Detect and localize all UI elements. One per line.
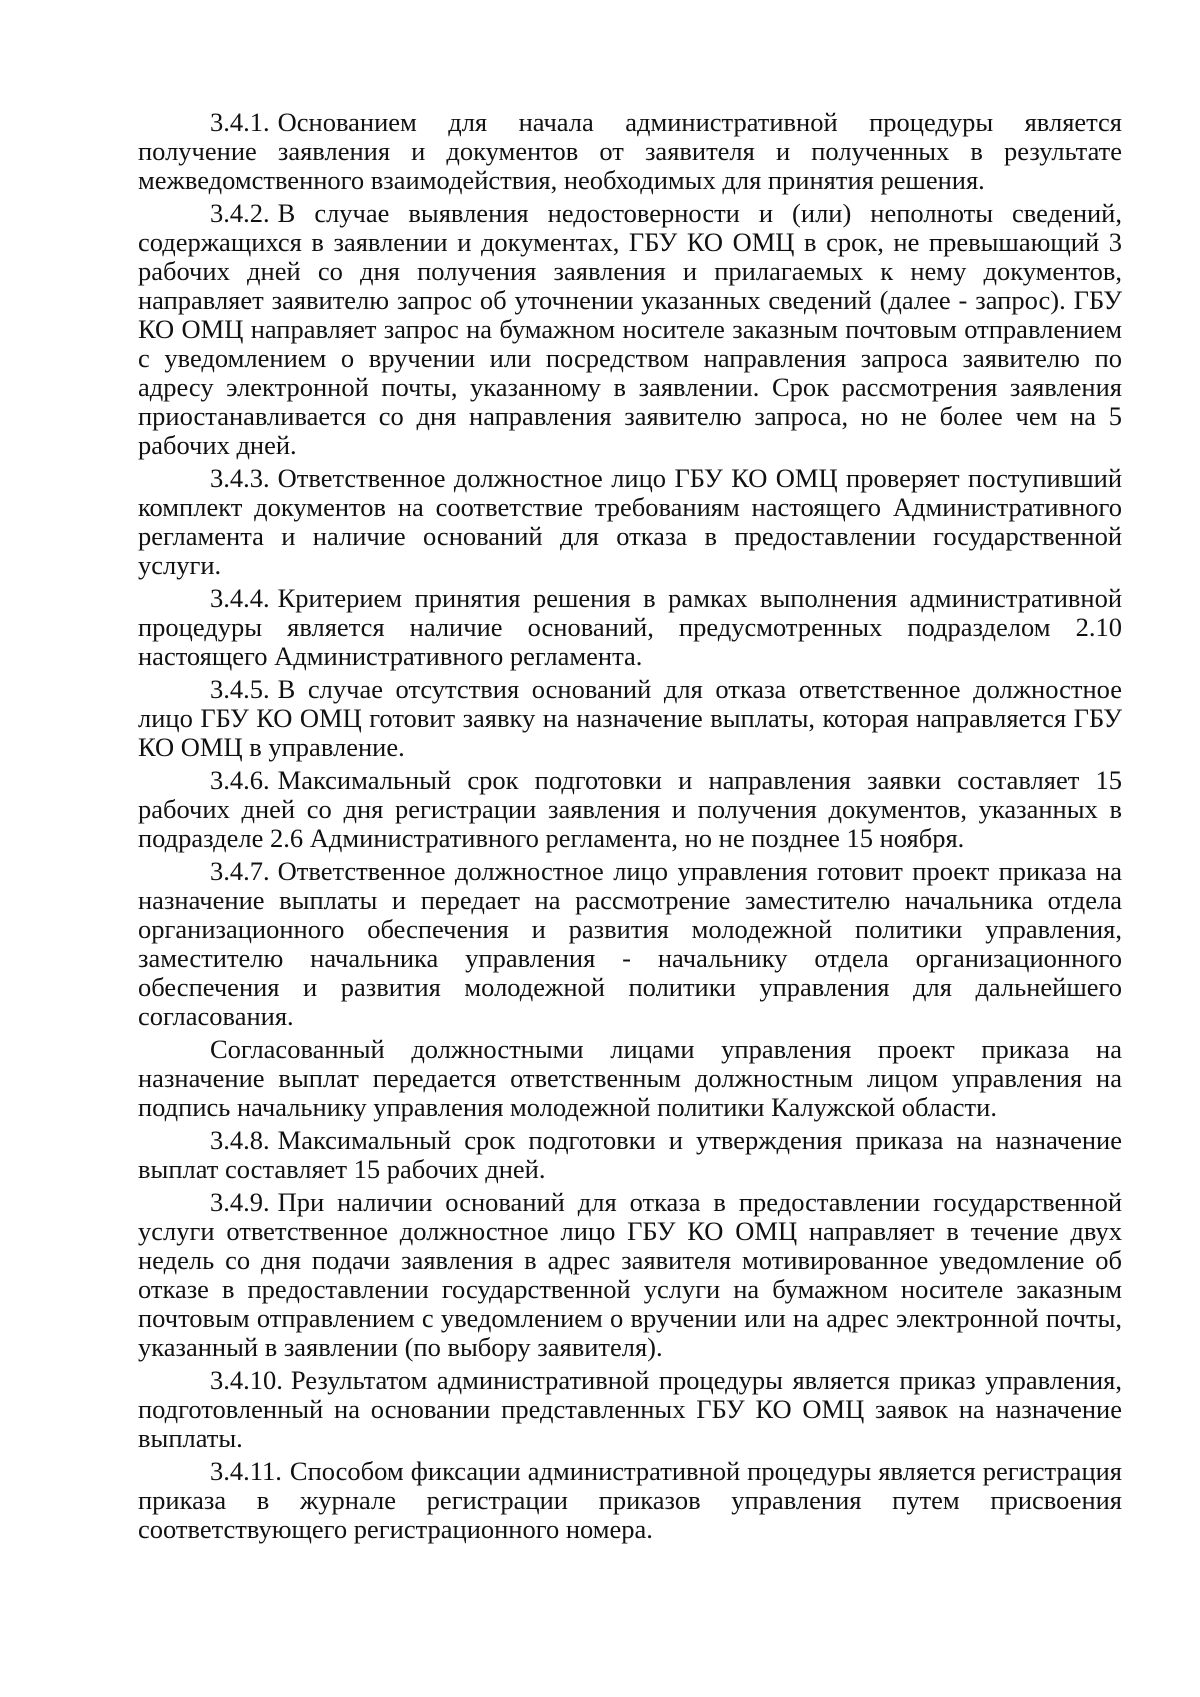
paragraph-text: Результатом административной процедуры является приказ управления, подготовленный на основании представленных ГБУ КО ОМЦ заявок на назначение выплаты. <box>138 1365 1122 1453</box>
paragraph-number: 3.4.11. <box>210 1456 282 1486</box>
paragraph-3-4-6 <box>138 766 1122 853</box>
paragraph-3-4-8 <box>138 1126 1122 1184</box>
paragraph-text: Ответственное должностное лицо ГБУ КО ОМЦ проверяет поступивший комплект документов на соответствие требованиям настоящего Административного регламента и наличие оснований для отказа в предоставлении государственной услуги. <box>138 463 1122 580</box>
paragraph-3-4-2 <box>138 199 1122 460</box>
paragraph-text: Согласованный должностными лицами управления проект приказа на назначение выплат передается ответственным должностным лицом управления на подпись начальнику управления молодежной политики Калужской области. <box>138 1034 1122 1122</box>
paragraph-3-4-3 <box>138 464 1122 580</box>
paragraph-number: 3.4.6. <box>210 765 270 795</box>
paragraph-3-4-4 <box>138 584 1122 671</box>
paragraph-number: 3.4.1. <box>210 107 270 137</box>
paragraph-text: При наличии оснований для отказа в предоставлении государственной услуги ответственное должностное лицо ГБУ КО ОМЦ направляет в течение двух недель со дня подачи заявления в адрес заявителя мотивированное уведомление об отказе в предоставлении государственной услуги на бумажном носителе заказным почтовым отправлением с уведомлением о вручении или на адрес электронной почты, указанный в заявлении (по выбору заявителя). <box>138 1187 1122 1362</box>
paragraph-text: Способом фиксации административной процедуры является регистрация приказа в журнале регистрации приказов управления путем присвоения соответствующего регистрационного номера. <box>138 1456 1122 1544</box>
paragraph-text: В случае отсутствия оснований для отказа ответственное должностное лицо ГБУ КО ОМЦ готовит заявку на назначение выплаты, которая направляется ГБУ КО ОМЦ в управление. <box>138 674 1122 762</box>
paragraph-text: Максимальный срок подготовки и направления заявки составляет 15 рабочих дней со дня регистрации заявления и получения документов, указанных в подразделе 2.6 Административного регламента, но не позднее 15 ноября. <box>138 765 1122 853</box>
paragraph-number: 3.4.10. <box>210 1365 283 1395</box>
paragraph-3-4-7-continuation <box>138 1035 1122 1122</box>
paragraph-number: 3.4.3. <box>210 463 270 493</box>
paragraph-number: 3.4.2. <box>210 198 270 228</box>
document-page <box>138 108 1122 1548</box>
paragraph-3-4-10 <box>138 1366 1122 1453</box>
paragraph-text: В случае выявления недостоверности и (или) неполноты сведений, содержащихся в заявлении и документах, ГБУ КО ОМЦ в срок, не превышающий 3 рабочих дней со дня получения заявления и прилагаемых к нему документов, направляет заявителю запрос об уточнении указанных сведений (далее - запрос). ГБУ КО ОМЦ направляет запрос на бумажном носителе заказным почтовым отправлением с уведомлением о вручении или посредством направления запроса заявителю по адресу электронной почты, указанному в заявлении. Срок рассмотрения заявления приостанавливается со дня направления заявителю запроса, но не более чем на 5 рабочих дней. <box>138 198 1122 460</box>
paragraph-3-4-9 <box>138 1188 1122 1362</box>
paragraph-text: Максимальный срок подготовки и утверждения приказа на назначение выплат составляет 15 рабочих дней. <box>138 1125 1122 1184</box>
paragraph-3-4-1 <box>138 108 1122 195</box>
paragraph-text: Критерием принятия решения в рамках выполнения административной процедуры является наличие оснований, предусмотренных подразделом 2.10 настоящего Административного регламента. <box>138 583 1122 671</box>
paragraph-text: Ответственное должностное лицо управления готовит проект приказа на назначение выплаты и передает на рассмотрение заместителю начальника отдела организационного обеспечения и развития молодежной политики управления, заместителю начальника управления - начальнику отдела организационного обеспечения и развития молодежной политики управления для дальнейшего согласования. <box>138 856 1122 1031</box>
paragraph-number: 3.4.7. <box>210 856 270 886</box>
paragraph-3-4-11 <box>138 1457 1122 1544</box>
paragraph-3-4-5 <box>138 675 1122 762</box>
paragraph-number: 3.4.4. <box>210 583 270 613</box>
paragraph-number: 3.4.8. <box>210 1125 270 1155</box>
paragraph-number: 3.4.5. <box>210 674 270 704</box>
paragraph-number: 3.4.9. <box>210 1187 270 1217</box>
paragraph-3-4-7 <box>138 857 1122 1031</box>
paragraph-text: Основанием для начала административной процедуры является получение заявления и документов от заявителя и полученных в результате межведомственного взаимодействия, необходимых для принятия решения. <box>138 107 1122 195</box>
